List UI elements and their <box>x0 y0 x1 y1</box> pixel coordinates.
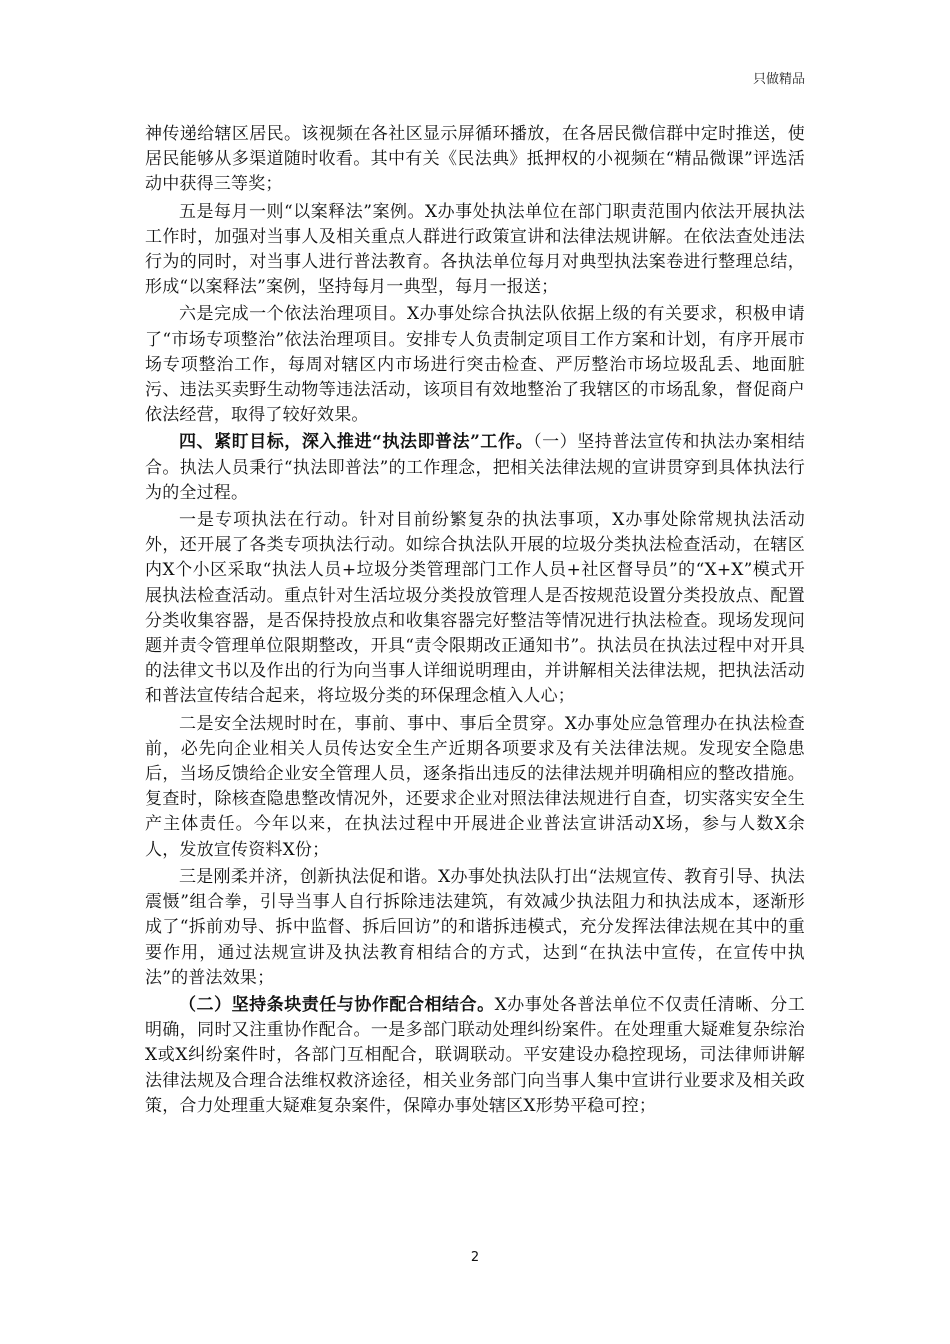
paragraph-special-enforcement <box>145 508 805 710</box>
paragraph-text: 三是刚柔并济，创新执法促和谐。X办事处执法队打出“法规宣传、教育引导、执法震慑”组合拳，引导当事人自行拆除违法建筑，有效减少执法阻力和执法成本，逐渐形成了“拆前劝导、拆中监督、拆后回访”的和谐拆违模式，充分发挥法律法规在其中的重要作用，通过法规宣讲及执法教育相结合的方式，达到“在执法中宣传，在宣传中执法”的普法效果； <box>145 866 805 988</box>
paragraph-text: X办事处各普法单位不仅责任清晰、分工明确，同时又注重协作配合。一是多部门联动处理纠纷案件。在处理重大疑难复杂综治X或X纠纷案件时，各部门互相配合，联调联动。平安建设办稳控现场，司法律师讲解法律法规及合理合法维权救济途径，相关业务部门向当事人集中宣讲行业要求及相关政策，合力处理重大疑难复杂案件，保障办事处辖区X形势平稳可控； <box>145 994 806 1116</box>
paragraph-text: 五是每月一则“以案释法”案例。X办事处执法单位在部门职责范围内依法开展执法工作时，加强对当事人及相关重点人群进行政策宣讲和法律法规讲解。在依法查处违法行为的同时，对当事人进行普法教育。各执法单位每月对典型执法案卷进行整理总结，形成“以案释法”案例，坚持每月一典型，每月一报送； <box>145 201 805 298</box>
paragraph-text: 二是安全法规时时在，事前、事中、事后全贯穿。X办事处应急管理办在执法检查前，必先向企业相关人员传达安全生产近期各项要求及有关法律法规。发现安全隐患后，当场反馈给企业安全管理人员，逐条指出违反的法律法规并明确相应的整改措施。复查时，除核查隐患整改情况外，还要求企业对照法律法规进行自查，切实落实安全生产主体责任。今年以来，在执法过程中开展进企业普法宣讲活动X场，参与人数X余人，发放宣传资料X份； <box>145 713 805 860</box>
header-mark: 只做精品 <box>752 72 805 87</box>
paragraph-harmony <box>145 865 805 991</box>
paragraph-text: 六是完成一个依法治理项目。X办事处综合执法队依据上级的有关要求，积极申请了“市场专项整治”依法治理项目。安排专人负责制定项目工作方案和计划，有序开展市场专项整治工作，每周对辖区内市场进行突击检查、严厉整治市场垃圾乱丢、地面脏污、违法买卖野生动物等违法活动，该项目有效地整治了我辖区的市场乱象，督促商户依法经营，取得了较好效果。 <box>145 304 805 426</box>
paragraph-section-four <box>145 430 805 506</box>
paragraph-subsection-two <box>145 993 805 1119</box>
paragraph-text: 神传递给辖区居民。该视频在各社区显示屏循环播放，在各居民微信群中定时推送，使居民能够从多渠道随时收看。其中有关《民法典》抵押权的小视频在“精品微课”评选活动中获得三等奖； <box>145 124 805 195</box>
section-heading: 四、紧盯目标，深入推进“执法即普法”工作。 <box>179 432 534 453</box>
document-body <box>145 122 805 1121</box>
paragraph-text: 一是专项执法在行动。针对目前纷繁复杂的执法事项，X办事处除常规执法活动外，还开展了各类专项执法行动。如综合执法队开展的垃圾分类执法检查活动，在辖区内X个小区采取“执法人员+垃圾分类管理部门工作人员+社区督导员”的“X+X”模式开展执法检查活动。重点针对生活垃圾分类投放管理人是否按规范设置分类投放点、配置分类收集容器，是否保持投放点和收集容器完好整洁等情况进行执法检查。现场发现问题并责令管理单位限期整改，开具“责令限期改正通知书”。执法员在执法过程中对开具的法律文书以及作出的行为向当事人详细说明理由，并讲解相关法律法规，把执法活动和普法宣传结合起来，将垃圾分类的环保理念植入人心； <box>145 510 805 707</box>
paragraph-governance-project <box>145 302 805 428</box>
subsection-heading: （二）坚持条块责任与协作配合相结合。 <box>179 994 495 1015</box>
paragraph-text: （一）坚持普法宣传和执法办案相结合。执法人员秉行“执法即普法”的工作理念，把相关法律法规的宣讲贯穿到具体执法行为的全过程。 <box>145 432 805 503</box>
paragraph-safety-regulations <box>145 712 805 863</box>
paragraph-continuation <box>145 122 805 198</box>
paragraph-case-interpretation <box>145 200 805 301</box>
page-number: 2 <box>470 1250 480 1265</box>
